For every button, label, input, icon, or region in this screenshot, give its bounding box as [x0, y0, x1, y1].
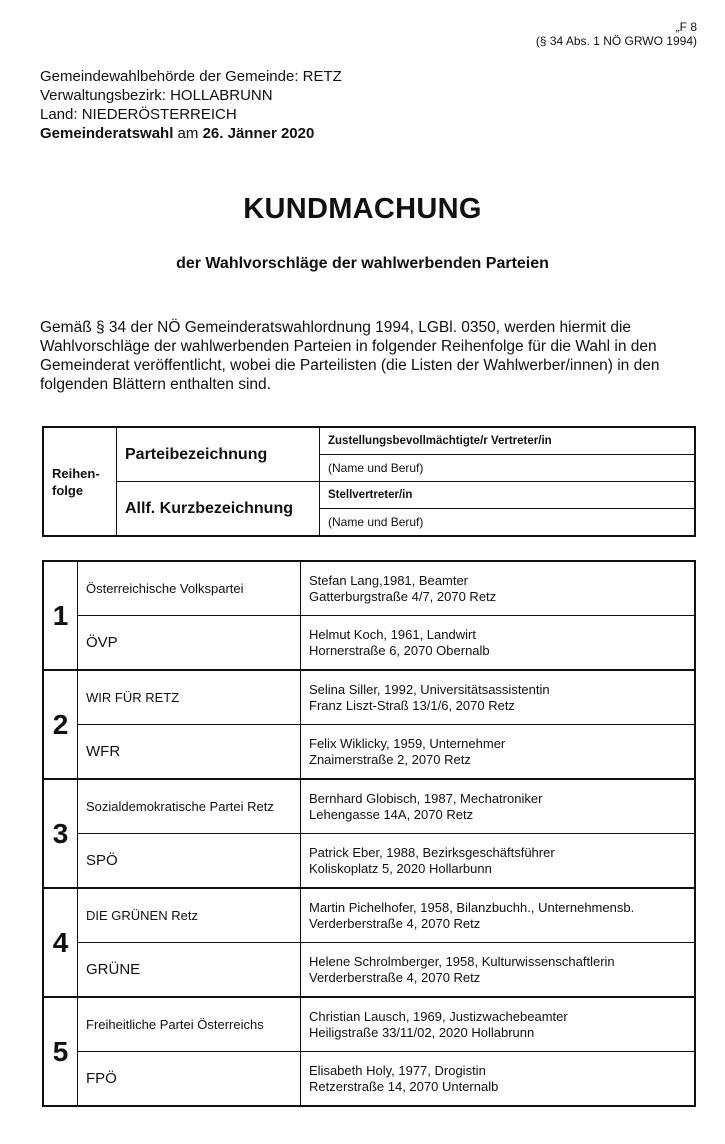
party-row-short [43, 1052, 695, 1107]
representative-address: Gatterburgstraße 4/7, 2070 Retz [309, 588, 497, 604]
election-type: Gemeinderatswahl [40, 125, 174, 142]
party-row-name [43, 888, 695, 943]
party-row-short [43, 943, 695, 998]
party-row-short [43, 834, 695, 889]
deputy-cell [301, 943, 696, 998]
deputy-cell [301, 616, 696, 671]
deputy: Felix Wiklicky, 1959, Unternehmer [309, 735, 506, 751]
representative-cell [301, 997, 696, 1052]
intro-paragraph: Gemäß § 34 der NÖ Gemeinderatswahlordnung 1994, LGBl. 0350, werden hiermit die Wahlvorschläge der wahlwerbenden Parteien in folgender Reihenfolge für die Wahl in den Gemeinderat veröffentlicht, wobei die Parteilisten (die Listen der Wahlwerber/innen) in den folgenden Blättern enthalten sind. [40, 319, 660, 393]
legal-reference: (§ 34 Abs. 1 NÖ GRWO 1994) [535, 34, 697, 48]
party-name: WIR FÜR RETZ [78, 670, 301, 725]
deputy-cell [301, 1052, 696, 1107]
deputy: Patrick Eber, 1988, Bezirksgeschäftsführer [309, 844, 555, 860]
deputy: Helene Schrolmberger, 1958, Kulturwissenschaftlerin [309, 953, 615, 969]
party-name: Freiheitliche Partei Österreichs [78, 997, 301, 1052]
party-row-name [43, 561, 695, 616]
header-table [42, 426, 696, 537]
deputy-address: Verderberstraße 4, 2070 Retz [309, 969, 481, 985]
representative-address: Heiligstraße 33/11/02, 2020 Hollabrunn [309, 1024, 535, 1040]
deputy-address: Hornerstraße 6, 2070 Obernalb [309, 642, 490, 658]
representative-cell [301, 779, 696, 834]
party-row-name [43, 997, 695, 1052]
deputy-cell [301, 834, 696, 889]
party-row-name [43, 670, 695, 725]
party-table [42, 560, 696, 1107]
form-reference [536, 20, 697, 48]
party-number: 1 [43, 561, 78, 670]
party-name: Sozialdemokratische Partei Retz [78, 779, 301, 834]
header-order: Reihen- folge [43, 427, 117, 536]
party-short: WFR [78, 725, 301, 780]
deputy-address: Znaimerstraße 2, 2070 Retz [309, 751, 471, 767]
deputy: Helmut Koch, 1961, Landwirt [309, 626, 476, 642]
representative-address: Franz Liszt-Straß 13/1/6, 2070 Retz [309, 697, 515, 713]
election-date: 26. Jänner 2020 [202, 125, 315, 142]
municipality-line: Gemeindewahlbehörde der Gemeinde: RETZ [40, 68, 342, 85]
authority-block [40, 67, 342, 143]
deputy-address: Koliskoplatz 5, 2020 Hollarbunn [309, 860, 492, 876]
representative-cell [301, 888, 696, 943]
party-short: FPÖ [78, 1052, 301, 1107]
representative-cell [301, 670, 696, 725]
party-row-short [43, 725, 695, 780]
party-name: Österreichische Volkspartei [78, 561, 301, 616]
header-rep-hint: (Name und Beruf) [320, 455, 696, 482]
party-name: DIE GRÜNEN Retz [78, 888, 301, 943]
page-subtitle: der Wahlvorschläge der wahlwerbenden Parteien [176, 255, 549, 272]
party-number: 5 [43, 997, 78, 1106]
representative-address: Lehengasse 14A, 2070 Retz [309, 806, 474, 822]
page-title: KUNDMACHUNG [243, 193, 482, 225]
representative: Selina Siller, 1992, Universitätsassistentin [309, 681, 550, 697]
party-short: ÖVP [78, 616, 301, 671]
deputy-address: Retzerstraße 14, 2070 Unternalb [309, 1078, 499, 1094]
representative: Christian Lausch, 1969, Justizwachebeamter [309, 1008, 568, 1024]
representative: Martin Pichelhofer, 1958, Bilanzbuchh., Unternehmensb. [309, 899, 635, 915]
district-line: Verwaltungsbezirk: HOLLABRUNN [40, 87, 273, 104]
party-number: 2 [43, 670, 78, 779]
party-row-name [43, 779, 695, 834]
election-line [40, 124, 342, 143]
header-deputy-hint: (Name und Beruf) [320, 509, 696, 537]
state-line: Land: NIEDERÖSTERREICH [40, 106, 237, 123]
deputy: Elisabeth Holy, 1977, Drogistin [309, 1062, 486, 1078]
representative-cell [301, 561, 696, 616]
representative-address: Verderberstraße 4, 2070 Retz [309, 915, 481, 931]
election-connector: am [173, 125, 203, 142]
header-representative: Zustellungsbevollmächtigte/r Vertreter/in [320, 427, 696, 455]
header-deputy: Stellvertreter/in [320, 482, 696, 509]
party-short: SPÖ [78, 834, 301, 889]
header-party-short: Allf. Kurzbezeichnung [117, 482, 320, 537]
form-code: „F 8 [675, 20, 697, 34]
deputy-cell [301, 725, 696, 780]
party-number: 4 [43, 888, 78, 997]
party-number: 3 [43, 779, 78, 888]
party-row-short [43, 616, 695, 671]
representative: Stefan Lang,1981, Beamter [309, 572, 469, 588]
representative: Bernhard Globisch, 1987, Mechatroniker [309, 790, 543, 806]
party-short: GRÜNE [78, 943, 301, 998]
header-party-name: Parteibezeichnung [117, 427, 320, 482]
